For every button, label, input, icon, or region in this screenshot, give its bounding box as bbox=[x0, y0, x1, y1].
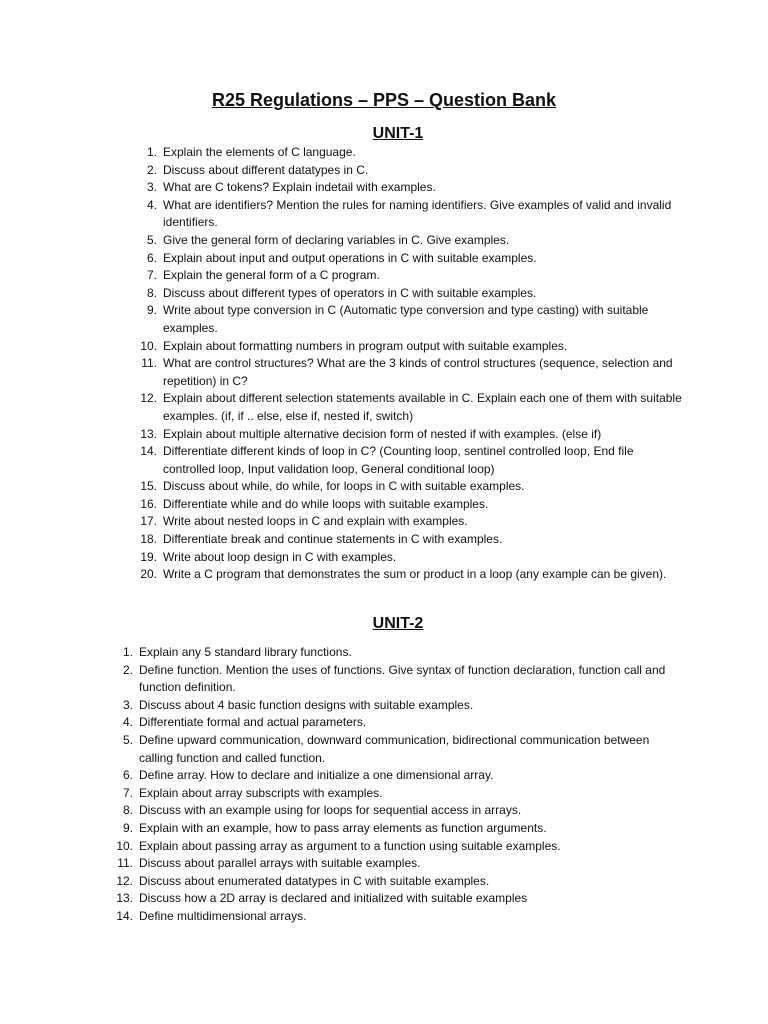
unit1-question-item bbox=[140, 443, 683, 478]
question-text: Discuss about parallel arrays with suitable examples. bbox=[139, 856, 421, 871]
unit1-question-item bbox=[140, 566, 683, 584]
unit1-question-list bbox=[140, 144, 683, 584]
question-text: Write about loop design in C with examples. bbox=[163, 549, 397, 564]
unit1-question-item bbox=[140, 531, 683, 549]
question-number: 11. bbox=[141, 356, 157, 371]
question-text: Explain the general form of a C program. bbox=[163, 268, 380, 283]
question-text: Discuss about different datatypes in C. bbox=[163, 162, 369, 177]
question-text: Explain about different selection statements available in C. Explain each one of them with suitable examples. (if, if .. else, else if, nested if, switch) bbox=[163, 391, 682, 423]
unit1-question-item bbox=[146, 197, 683, 232]
unit1-question-item bbox=[146, 144, 683, 162]
unit1-question-item bbox=[146, 179, 683, 197]
question-text: Explain any 5 standard library functions. bbox=[139, 645, 352, 659]
question-number: 9. bbox=[122, 820, 133, 835]
question-number: 13. bbox=[140, 426, 157, 441]
unit2-question-item bbox=[122, 697, 679, 715]
question-number: 16. bbox=[140, 496, 157, 511]
question-number: 12. bbox=[140, 391, 157, 406]
question-text: What are C tokens? Explain indetail with examples. bbox=[163, 180, 436, 195]
question-text: Differentiate formal and actual parameters. bbox=[139, 715, 367, 730]
question-text: Write about type conversion in C (Automatic type conversion and type casting) with suitable examples. bbox=[163, 303, 649, 335]
unit1-question-item bbox=[141, 355, 683, 390]
question-text: Explain about multiple alternative decision form of nested if with examples. (else if) bbox=[163, 426, 602, 441]
question-number: 14. bbox=[140, 444, 157, 459]
unit1-question-item bbox=[140, 496, 683, 514]
unit2-question-item bbox=[122, 644, 679, 662]
question-number: 1. bbox=[122, 645, 133, 659]
question-number: 2. bbox=[146, 162, 157, 177]
question-text: Explain with an example, how to pass array elements as function arguments. bbox=[139, 820, 547, 835]
question-text: Explain about input and output operations in C with suitable examples. bbox=[163, 250, 537, 265]
question-text: Discuss about 4 basic function designs with suitable examples. bbox=[139, 697, 474, 712]
question-number: 20. bbox=[140, 567, 157, 582]
question-text: Discuss with an example using for loops for sequential access in arrays. bbox=[139, 803, 522, 818]
unit1-question-item bbox=[140, 478, 683, 496]
question-text: Discuss about enumerated datatypes in C with suitable examples. bbox=[139, 873, 490, 888]
document-title: R25 Regulations – PPS – Question Bank bbox=[211, 90, 557, 110]
question-number: 13. bbox=[116, 891, 133, 906]
unit2-question-item bbox=[122, 802, 679, 820]
unit2-question-item bbox=[122, 662, 679, 697]
question-text: Differentiate different kinds of loop in C? (Counting loop, sentinel controlled loop, End file controlled loop, Input validation loop, General conditional loop) bbox=[163, 444, 634, 476]
unit1-question-item bbox=[146, 285, 683, 303]
question-text: What are control structures? What are the 3 kinds of control structures (sequence, selection and repetition) in C? bbox=[163, 356, 673, 388]
unit2-question-item bbox=[122, 714, 679, 732]
unit2-question-item bbox=[116, 838, 679, 856]
question-number: 9. bbox=[146, 303, 157, 318]
question-number: 19. bbox=[140, 549, 157, 564]
question-text: Give the general form of declaring variables in C. Give examples. bbox=[163, 232, 510, 247]
question-number: 11. bbox=[117, 856, 133, 871]
question-number: 3. bbox=[146, 180, 157, 195]
question-number: 4. bbox=[122, 715, 133, 730]
question-number: 18. bbox=[140, 532, 157, 547]
question-number: 17. bbox=[140, 514, 157, 529]
question-text: Explain about formatting numbers in program output with suitable examples. bbox=[163, 338, 568, 353]
question-text: Define multidimensional arrays. bbox=[139, 908, 307, 923]
question-text: Explain about array subscripts with examples. bbox=[139, 785, 383, 800]
question-number: 10. bbox=[116, 838, 133, 853]
question-text: What are identifiers? Mention the rules for naming identifiers. Give examples of valid and invalid identifiers. bbox=[163, 197, 672, 230]
question-number: 10. bbox=[140, 338, 157, 353]
question-text: Define array. How to declare and initialize a one dimensional array. bbox=[139, 768, 494, 783]
question-text: Write a C program that demonstrates the sum or product in a loop (any example can be given). bbox=[163, 567, 667, 582]
question-number: 6. bbox=[122, 768, 133, 783]
unit1-question-item bbox=[140, 513, 683, 531]
unit2-heading: UNIT-2 bbox=[372, 615, 424, 632]
unit2-question-item bbox=[122, 820, 679, 838]
unit2-question-item bbox=[122, 785, 679, 803]
unit2-question-item bbox=[122, 732, 679, 767]
question-number: 1. bbox=[146, 145, 157, 159]
unit1-question-item bbox=[146, 302, 683, 337]
unit2-question-item bbox=[116, 873, 679, 891]
unit2-question-list bbox=[116, 644, 679, 926]
unit2-question-item bbox=[122, 767, 679, 785]
unit1-question-item bbox=[146, 267, 683, 285]
question-number: 6. bbox=[146, 250, 157, 265]
question-text: Define upward communication, downward communication, bidirectional communication between calling function and called function. bbox=[139, 732, 650, 765]
question-text: Write about nested loops in C and explain with examples. bbox=[163, 514, 468, 529]
question-text: Discuss about different types of operators in C with suitable examples. bbox=[163, 285, 537, 300]
unit1-question-item bbox=[146, 250, 683, 268]
question-text: Explain about passing array as argument to a function using suitable examples. bbox=[139, 838, 561, 853]
question-number: 3. bbox=[122, 697, 133, 712]
question-text: Discuss how a 2D array is declared and initialized with suitable examples bbox=[139, 891, 528, 906]
unit1-question-item bbox=[140, 549, 683, 567]
unit1-heading: UNIT-1 bbox=[372, 125, 424, 142]
question-text: Differentiate break and continue statements in C with examples. bbox=[163, 532, 503, 547]
question-number: 7. bbox=[122, 785, 133, 800]
question-number: 5. bbox=[146, 232, 157, 247]
question-number: 12. bbox=[116, 873, 133, 888]
question-text: Discuss about while, do while, for loops in C with suitable examples. bbox=[163, 479, 525, 494]
question-number: 2. bbox=[122, 662, 133, 677]
unit2-question-item bbox=[116, 890, 679, 908]
question-number: 7. bbox=[146, 268, 157, 283]
question-text: Differentiate while and do while loops with suitable examples. bbox=[163, 496, 489, 511]
question-text: Explain the elements of C language. bbox=[163, 145, 356, 159]
question-number: 5. bbox=[122, 732, 133, 747]
question-number: 15. bbox=[140, 479, 157, 494]
question-text: Define function. Mention the uses of functions. Give syntax of function declaration, function call and function definition. bbox=[139, 662, 666, 695]
unit1-question-item bbox=[146, 232, 683, 250]
question-number: 8. bbox=[146, 285, 157, 300]
unit1-question-item bbox=[146, 162, 683, 180]
question-number: 14. bbox=[116, 908, 133, 923]
unit1-question-item bbox=[140, 338, 683, 356]
question-number: 8. bbox=[122, 803, 133, 818]
question-number: 4. bbox=[146, 197, 157, 212]
unit1-question-item bbox=[140, 426, 683, 444]
unit2-question-item bbox=[116, 908, 679, 926]
unit1-question-item bbox=[140, 390, 683, 425]
unit2-question-item bbox=[117, 855, 679, 873]
